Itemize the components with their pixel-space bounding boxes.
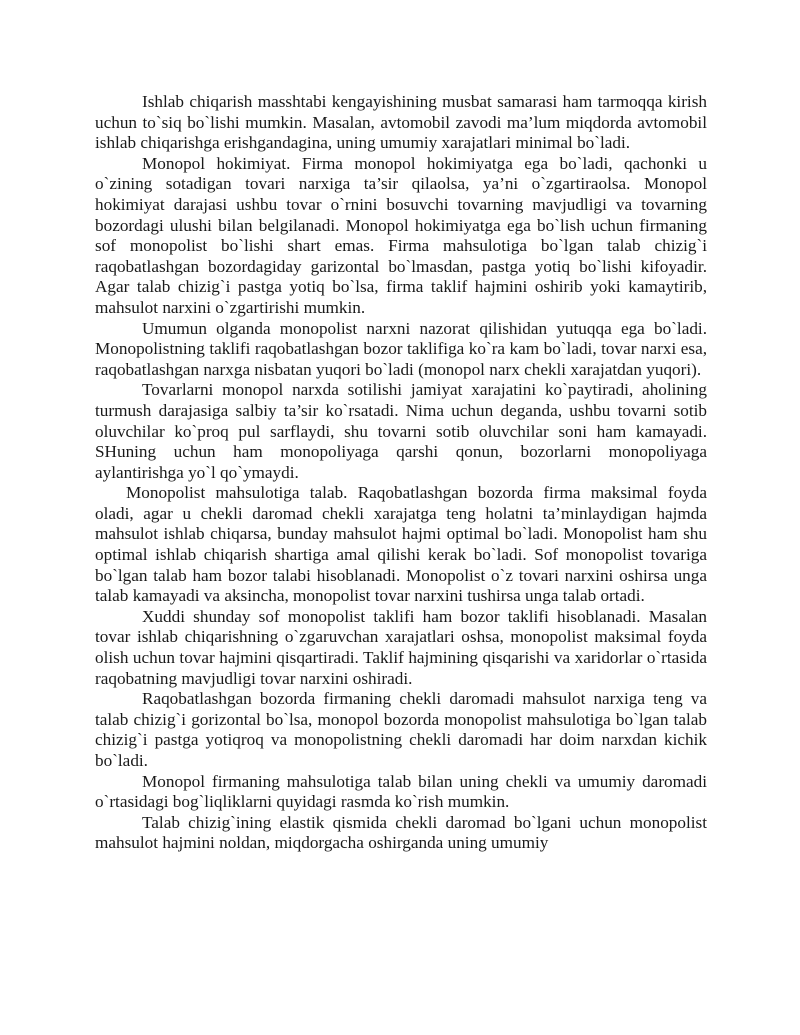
paragraph-price-control: Umumun olganda monopolist narxni nazorat qilishidan yutuqqa ega bo`ladi. Monopolistning taklifi raqobatlashgan bozor taklifiga ko`ra kam bo`ladi, tovar narxi esa, raqobatlashgan narxga nisbatan yuqori bo`ladi (monopol narx chekli xarajatdan yuqori).: [95, 318, 707, 379]
paragraph-elastic-part: Talab chizig`ining elastik qismida chekli daromad bo`lgani uchun monopolist mahsulot hajmini noldan, miqdorgacha oshirganda uning umumiy: [95, 812, 707, 853]
paragraph-monopoly-power: Monopol hokimiyat. Firma monopol hokimiyatga ega bo`ladi, qachonki u o`zining sotadigan tovari narxiga ta’sir qilaolsa, ya’ni o`zgartiraolsa. Monopol hokimiyat darajasi ushbu tovar o`rnini bosuvchi tovarning mavjudligi va tovarning bozordagi ulushi bilan belgilanadi. Monopol hokimiyatga ega bo`lish uchun firmaning sof monopolist bo`lishi shart emas. Firma mahsulotiga bo`lgan talab chizig`i raqobatlashgan bozordagiday garizontal bo`lmasdan, pastga yotiq bo`lishi kifoyadir. Agar talab chizig`i pastga yotiq bo`lsa, firma taklif hajmini oshirib yoki kamaytirib, mahsulot narxini o`zgartirishi mumkin.: [95, 153, 707, 317]
paragraph-scale-barrier: Ishlab chiqarish masshtabi kengayishining musbat samarasi ham tarmoqqa kirish uchun to`siq bo`lishi mumkin. Masalan, avtomobil zavodi ma’lum miqdorda avtomobil ishlab chiqarishga erishgandagina, uning umumiy xarajatlari minimal bo`ladi.: [95, 92, 707, 153]
paragraph-monopolist-demand: Monopolist mahsulotiga talab. Raqobatlashgan bozorda firma maksimal foyda oladi, agar u chekli daromad chekli xarajatga teng holatni ta’minlaydigan hajmda mahsulot ishlab chiqarsa, bunday mahsulot hajmi optimal bo`ladi. Monopolist ham shu optimal ishlab chiqarish shartiga amal qilishi kerak bo`ladi. Sof monopolist tovariga bo`lgan talab ham bozor talabi hisoblanadi. Monopolist o`z tovari narxini oshirsa unga talab kamayadi va aksincha, monopolist tovar narxini tushirsa unga talab ortadi.: [95, 483, 707, 606]
paragraph-monopolist-supply: Xuddi shunday sof monopolist taklifi ham bozor taklifi hisoblanadi. Masalan tovar ishlab chiqarishning o`zgaruvchan xarajatlari oshsa, monopolist maksimal foyda olish uchun tovar hajmini qisqartiradi. Taklif hajmining qisqarishi va xaridorlar o`rtasida raqobatning mavjudligi tovar narxini oshiradi.: [95, 606, 707, 688]
document-page: [95, 92, 707, 854]
paragraph-marginal-revenue: Raqobatlashgan bozorda firmaning chekli daromadi mahsulot narxiga teng va talab chizig`i gorizontal bo`lsa, monopol bozorda monopolist mahsulotiga bo`lgan talab chizig`i pastga yotiqroq va monopolistning chekli daromadi har doim narxdan kichik bo`ladi.: [95, 689, 707, 770]
paragraph-social-cost: Tovarlarni monopol narxda sotilishi jamiyat xarajatini ko`paytiradi, aholining turmush darajasiga salbiy ta’sir ko`rsatadi. Nima uchun deganda, ushbu tovarni sotib oluvchilar ko`proq pul sarflaydi, shu tovarni sotib oluvchilar soni ham kamayadi. SHuning uchun ham monopoliyaga qarshi qonun, bozorlarni monopoliyaga aylantirishga yo`l qo`ymaydi.: [95, 380, 707, 482]
paragraph-figure-reference: Monopol firmaning mahsulotiga talab bilan uning chekli va umumiy daromadi o`rtasidagi bog`liqliklarni quyidagi rasmda ko`rish mumkin.: [95, 771, 707, 812]
